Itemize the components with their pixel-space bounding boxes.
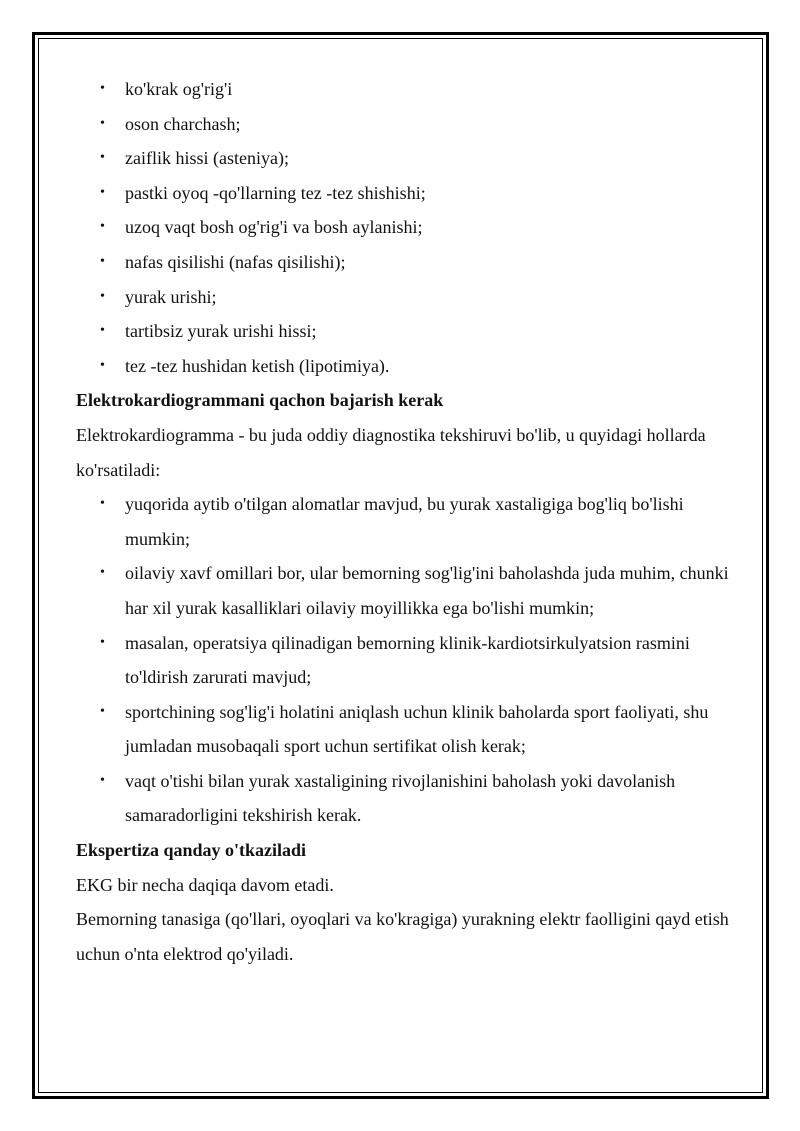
symptom-list xyxy=(76,72,736,383)
list-item: • uzoq vaqt bosh og'rig'i va bosh aylanishi; xyxy=(76,210,736,245)
list-item: • zaiflik hissi (asteniya); xyxy=(76,141,736,176)
list-item: • oilaviy xavf omillari bor, ular bemorning sog'lig'ini baholashda juda muhim, chunki har xil yurak kasalliklari oilaviy moyillikka ega bo'lishi mumkin; xyxy=(76,556,736,625)
bullet-icon: • xyxy=(100,496,105,512)
bullet-icon: • xyxy=(100,703,105,719)
bullet-icon: • xyxy=(100,634,105,650)
bullet-icon: • xyxy=(100,565,105,581)
list-item: • yurak urishi; xyxy=(76,280,736,315)
section-heading-how: Ekspertiza qanday o'tkaziladi xyxy=(76,840,307,861)
bullet-icon: • xyxy=(100,253,105,269)
list-item: • ko'krak og'rig'i xyxy=(76,72,736,107)
bullet-icon: • xyxy=(100,81,105,96)
bullet-icon: • xyxy=(100,357,105,373)
list-item: • masalan, operatsiya qilinadigan bemorning klinik-kardiotsirkulyatsion rasmini to'ldirish zarurati mavjud; xyxy=(76,626,736,695)
bullet-icon: • xyxy=(100,288,105,304)
document-body xyxy=(76,72,736,971)
bullet-icon: • xyxy=(100,115,105,131)
list-item: • sportchining sog'lig'i holatini aniqlash uchun klinik baholarda sport faoliyati, shu jumladan musobaqali sport uchun sertifikat olish kerak; xyxy=(76,695,736,764)
list-item: • oson charchash; xyxy=(76,107,736,142)
list-item: • tartibsiz yurak urishi hissi; xyxy=(76,314,736,349)
bullet-icon: • xyxy=(100,772,105,788)
list-item: • yuqorida aytib o'tilgan alomatlar mavjud, bu yurak xastaligiga bog'liq bo'lishi mumkin; xyxy=(76,487,736,556)
bullet-icon: • xyxy=(100,219,105,235)
list-item: • tez -tez hushidan ketish (lipotimiya). xyxy=(76,349,736,384)
indication-list xyxy=(76,487,736,833)
bullet-icon: • xyxy=(100,150,105,166)
paragraph-duration: EKG bir necha daqiqa davom etadi. xyxy=(76,874,334,895)
paragraph-intro: Elektrokardiogramma - bu juda oddiy diagnostika tekshiruvi bo'lib, u quyidagi hollarda ko'rsatiladi: xyxy=(76,424,706,480)
section-heading-when: Elektrokardiogrammani qachon bajarish kerak xyxy=(76,390,444,411)
list-item: • vaqt o'tishi bilan yurak xastaligining rivojlanishini baholash yoki davolanish samaradorligini tekshirish kerak. xyxy=(76,764,736,833)
paragraph-electrodes: Bemorning tanasiga (qo'llari, oyoqlari va ko'kragiga) yurakning elektr faolligini qayd etish uchun o'nta elektrod qo'yiladi. xyxy=(76,909,729,964)
list-item: • pastki oyoq -qo'llarning tez -tez shishishi; xyxy=(76,176,736,211)
list-item: • nafas qisilishi (nafas qisilishi); xyxy=(76,245,736,280)
bullet-icon: • xyxy=(100,323,105,339)
bullet-icon: • xyxy=(100,184,105,200)
